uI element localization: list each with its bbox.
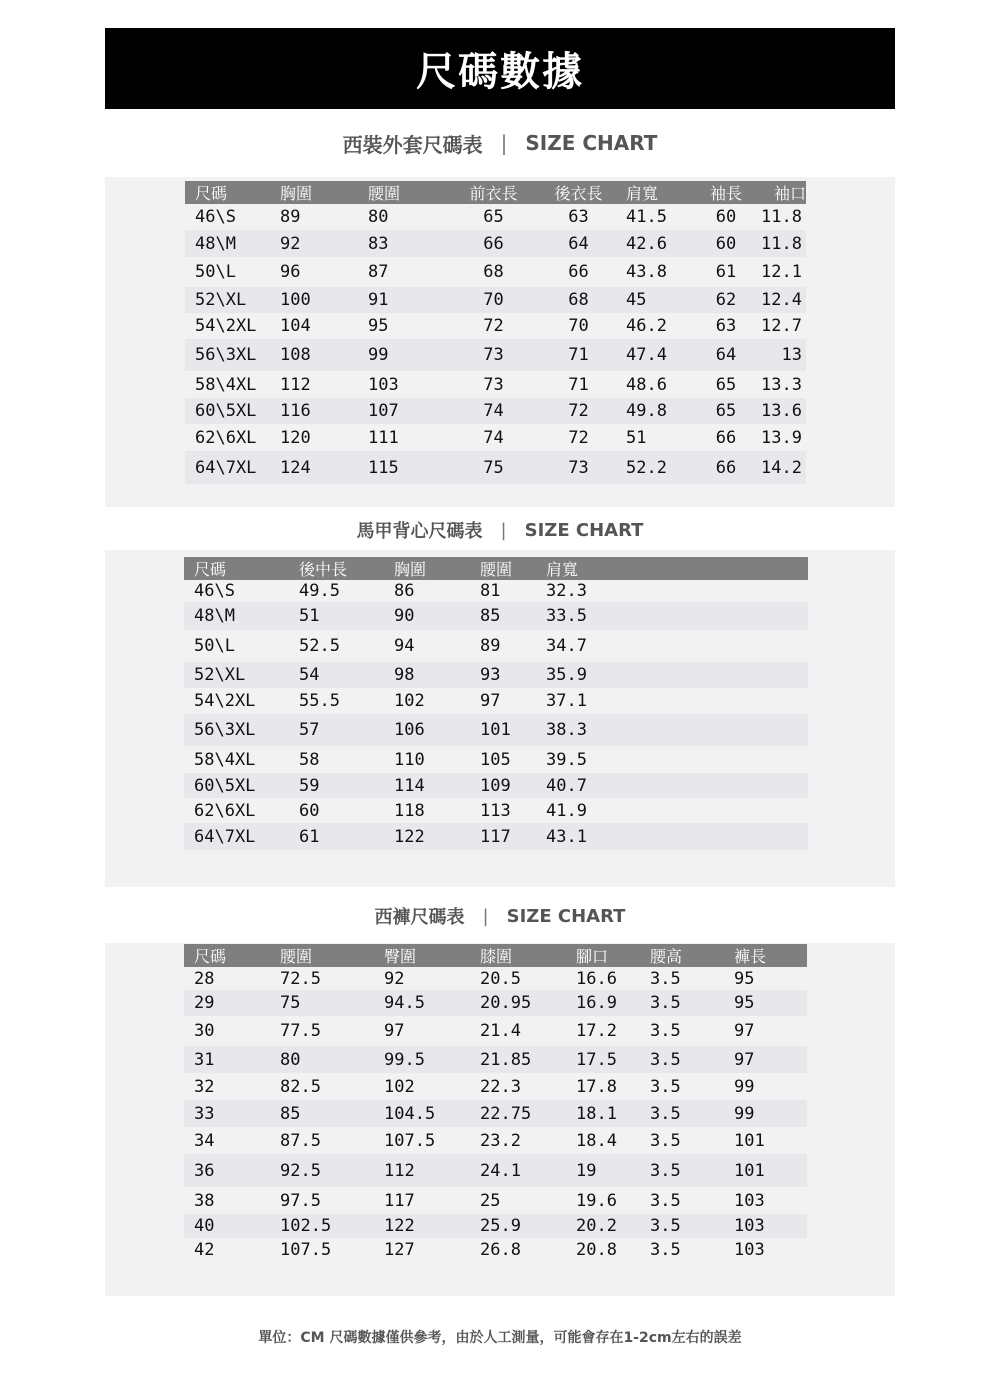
table-cell: 31 — [194, 1049, 215, 1070]
table-cell: 72.5 — [280, 968, 321, 989]
table-cell: 42.6 — [626, 233, 667, 254]
table-cell: 58\4XL — [195, 374, 257, 395]
table-cell: 32 — [194, 1076, 215, 1097]
table-cell: 46.2 — [626, 316, 667, 336]
table-cell: 103 — [734, 1216, 765, 1236]
table-cell: 47.4 — [626, 345, 667, 365]
table-cell — [616, 746, 808, 773]
table-cell: 117 — [480, 826, 511, 847]
table-cell: 117 — [384, 1190, 415, 1211]
table-cell: 3.5 — [650, 968, 681, 989]
table-row — [185, 313, 806, 339]
table-cell: 13.9 — [761, 427, 802, 448]
table-cell: 112 — [280, 374, 311, 395]
table-cell: 62 — [715, 290, 737, 310]
table-cell: 52.2 — [626, 457, 667, 478]
pants-separator: | — [482, 905, 489, 927]
table-cell: 12.1 — [761, 262, 802, 282]
table-cell: 18.4 — [576, 1130, 617, 1151]
table-cell: 16.6 — [576, 968, 617, 989]
table-cell: 3.5 — [650, 1049, 681, 1070]
table-cell — [616, 773, 808, 798]
table-cell: 43.1 — [546, 826, 587, 847]
table-row — [184, 1046, 807, 1073]
table-cell: 3.5 — [650, 1021, 681, 1041]
table-cell — [616, 580, 808, 602]
table-cell: 55.5 — [299, 691, 340, 711]
table-cell: 61 — [715, 262, 737, 282]
table-cell: 101 — [734, 1160, 765, 1181]
table-cell: 70 — [568, 316, 589, 336]
table-cell: 3.5 — [650, 1130, 681, 1151]
table-cell: 74 — [483, 401, 504, 421]
table-cell: 107 — [368, 401, 399, 421]
column-header: 袖長 — [691, 181, 751, 204]
table-cell: 13.3 — [761, 374, 802, 395]
table-cell: 52.5 — [299, 636, 340, 656]
table-cell: 38 — [194, 1190, 215, 1211]
table-cell: 46\S — [194, 581, 235, 601]
table-cell — [616, 602, 808, 630]
table-cell: 46\S — [195, 207, 236, 227]
table-cell: 51 — [626, 427, 647, 448]
column-header: 胸圍 — [384, 557, 470, 580]
table-cell: 59 — [299, 775, 320, 796]
table-cell: 45 — [626, 290, 647, 310]
vest-heading — [105, 516, 895, 544]
table-cell: 41.9 — [546, 800, 587, 821]
table-cell: 109 — [480, 775, 511, 796]
table-cell: 20.2 — [576, 1216, 617, 1236]
table-row — [185, 424, 806, 451]
table-cell: 95 — [734, 993, 755, 1013]
table-cell: 97 — [734, 1049, 755, 1070]
column-header: 後中長 — [289, 557, 384, 580]
table-cell: 71 — [568, 345, 589, 365]
table-cell: 118 — [394, 800, 425, 821]
table-cell: 104.5 — [384, 1103, 436, 1124]
table-cell: 65 — [715, 401, 737, 421]
table-cell: 71 — [568, 374, 589, 395]
table-cell: 29 — [194, 993, 215, 1013]
table-row — [184, 798, 808, 823]
table-row — [185, 451, 806, 484]
table-cell: 33 — [194, 1103, 215, 1124]
table-cell: 64 — [715, 345, 737, 365]
table-cell: 99 — [734, 1103, 755, 1124]
column-header: 腰高 — [640, 944, 724, 967]
page-banner — [105, 28, 895, 109]
column-header: 尺碼 — [184, 944, 270, 967]
table-cell: 40 — [194, 1216, 215, 1236]
table-cell: 97 — [384, 1021, 405, 1041]
column-header: 尺碼 — [184, 557, 289, 580]
table-cell: 56\3XL — [195, 345, 257, 365]
table-cell: 100 — [280, 290, 311, 310]
table-cell: 21.4 — [480, 1021, 521, 1041]
table-cell: 95 — [368, 316, 389, 336]
table-cell: 41.5 — [626, 207, 667, 227]
table-row — [184, 1073, 807, 1100]
table-cell: 34.7 — [546, 636, 587, 656]
vest-subtitle: SIZE CHART — [524, 519, 644, 541]
table-row — [184, 1100, 807, 1127]
table-cell: 22.75 — [480, 1103, 532, 1124]
table-cell: 3.5 — [650, 1240, 681, 1260]
table-cell: 32.3 — [546, 581, 587, 601]
table-cell: 48\M — [194, 606, 235, 626]
table-row — [185, 257, 806, 287]
table-cell: 115 — [368, 457, 399, 478]
table-cell: 52\XL — [195, 290, 247, 310]
table-cell: 20.5 — [480, 968, 521, 989]
table-cell: 38.3 — [546, 720, 587, 740]
table-cell: 95 — [734, 968, 755, 989]
table-cell: 114 — [394, 775, 425, 796]
table-cell: 58 — [299, 749, 320, 770]
table-row — [184, 823, 808, 850]
table-row — [184, 773, 808, 798]
table-cell: 54\2XL — [194, 691, 256, 711]
table-cell: 102 — [384, 1076, 415, 1097]
table-cell: 63 — [568, 207, 589, 227]
table-header-row — [185, 181, 806, 204]
table-row — [184, 662, 808, 688]
jacket-size-table — [185, 181, 806, 484]
pants-size-table — [184, 944, 807, 1262]
table-cell: 97.5 — [280, 1190, 321, 1211]
table-cell: 62\6XL — [195, 427, 257, 448]
table-cell: 25.9 — [480, 1216, 521, 1236]
jacket-subtitle: SIZE CHART — [525, 131, 658, 155]
table-cell: 25 — [480, 1190, 501, 1211]
table-cell: 50\L — [195, 262, 236, 282]
table-cell: 60 — [299, 800, 320, 821]
table-cell: 64\7XL — [194, 826, 256, 847]
table-cell: 96 — [280, 262, 301, 282]
table-cell: 21.85 — [480, 1049, 532, 1070]
table-cell: 104 — [280, 316, 311, 336]
table-cell: 113 — [480, 800, 511, 821]
table-cell: 120 — [280, 427, 311, 448]
table-cell: 127 — [384, 1240, 415, 1260]
table-cell: 54 — [299, 665, 320, 685]
table-cell: 99.5 — [384, 1049, 425, 1070]
table-cell: 49.5 — [299, 581, 340, 601]
table-cell: 42 — [194, 1240, 215, 1260]
table-cell: 22.3 — [480, 1076, 521, 1097]
table-cell: 77.5 — [280, 1021, 321, 1041]
table-cell: 48\M — [195, 233, 236, 254]
column-header: 前衣長 — [446, 181, 531, 204]
table-cell: 65 — [483, 207, 504, 227]
table-cell: 28 — [194, 968, 215, 989]
table-row — [184, 990, 807, 1016]
table-cell: 73 — [568, 457, 589, 478]
table-cell: 16.9 — [576, 993, 617, 1013]
table-cell: 60 — [715, 233, 737, 254]
table-cell: 72 — [568, 401, 589, 421]
table-cell: 35.9 — [546, 665, 587, 685]
table-row — [184, 714, 808, 746]
table-cell: 3.5 — [650, 993, 681, 1013]
column-header: 膝圍 — [470, 944, 566, 967]
table-cell: 85 — [480, 606, 501, 626]
table-cell: 3.5 — [650, 1160, 681, 1181]
table-cell: 64 — [568, 233, 589, 254]
table-cell: 54\2XL — [195, 316, 257, 336]
table-header-row — [184, 944, 807, 967]
table-cell: 80 — [368, 207, 389, 227]
table-cell: 89 — [280, 207, 301, 227]
vest-size-table — [184, 557, 808, 850]
column-header: 肩寬 — [616, 181, 691, 204]
table-cell: 75 — [483, 457, 504, 478]
table-cell: 102 — [394, 691, 425, 711]
table-row — [184, 1238, 807, 1262]
table-cell: 12.4 — [761, 290, 802, 310]
pants-subtitle: SIZE CHART — [506, 905, 626, 927]
table-cell: 60 — [715, 207, 737, 227]
column-header: 袖口 — [751, 181, 806, 204]
footer-note: 單位：CM 尺碼數據僅供參考，由於人工測量，可能會存在1-2cm左右的誤差 — [258, 1330, 742, 1346]
column-header: 胸圍 — [270, 181, 358, 204]
table-cell: 91 — [368, 290, 389, 310]
table-cell: 66 — [568, 262, 589, 282]
table-cell: 90 — [394, 606, 415, 626]
table-cell: 11.8 — [761, 207, 802, 227]
table-cell: 81 — [480, 581, 501, 601]
table-cell: 18.1 — [576, 1103, 617, 1124]
table-cell: 65 — [715, 374, 737, 395]
table-cell: 60\5XL — [195, 401, 257, 421]
table-cell: 66 — [715, 457, 737, 478]
table-cell: 64\7XL — [195, 457, 257, 478]
table-row — [184, 967, 807, 990]
table-cell: 34 — [194, 1130, 215, 1151]
jacket-title: 西裝外套尺碼表 — [342, 132, 483, 157]
pants-heading — [105, 902, 895, 930]
table-row — [184, 746, 808, 773]
table-cell: 89 — [480, 636, 501, 656]
table-cell: 52\XL — [194, 665, 246, 685]
column-header: 腳口 — [566, 944, 640, 967]
table-cell: 99 — [734, 1076, 755, 1097]
table-cell: 73 — [483, 345, 504, 365]
table-cell: 68 — [568, 290, 589, 310]
table-cell — [616, 662, 808, 688]
table-row — [184, 1154, 807, 1187]
table-cell: 14.2 — [761, 457, 802, 478]
pants-title: 西褲尺碼表 — [374, 907, 465, 928]
table-cell: 50\L — [194, 636, 235, 656]
table-cell: 73 — [483, 374, 504, 395]
table-row — [184, 1016, 807, 1046]
table-cell: 105 — [480, 749, 511, 770]
table-cell: 49.8 — [626, 401, 667, 421]
table-cell — [616, 823, 808, 850]
table-cell: 3.5 — [650, 1076, 681, 1097]
table-cell: 20.8 — [576, 1240, 617, 1260]
table-cell: 36 — [194, 1160, 215, 1181]
table-cell: 94 — [394, 636, 415, 656]
table-cell: 102.5 — [280, 1216, 332, 1236]
table-cell: 83 — [368, 233, 389, 254]
table-cell: 103 — [734, 1190, 765, 1211]
table-cell: 57 — [299, 720, 320, 740]
table-cell: 24.1 — [480, 1160, 521, 1181]
vest-title: 馬甲背心尺碼表 — [356, 521, 483, 542]
table-row — [184, 602, 808, 630]
table-cell: 106 — [394, 720, 425, 740]
table-cell: 30 — [194, 1021, 215, 1041]
table-cell — [616, 630, 808, 662]
table-cell: 107.5 — [384, 1130, 436, 1151]
table-cell: 62\6XL — [194, 800, 256, 821]
table-cell: 66 — [715, 427, 737, 448]
table-cell: 110 — [394, 749, 425, 770]
table-cell: 17.5 — [576, 1049, 617, 1070]
table-cell: 116 — [280, 401, 311, 421]
table-row — [185, 287, 806, 313]
banner-title: 尺碼數據 — [416, 49, 584, 95]
table-cell: 87.5 — [280, 1130, 321, 1151]
table-cell: 80 — [280, 1049, 301, 1070]
table-cell: 99 — [368, 345, 389, 365]
table-cell: 48.6 — [626, 374, 667, 395]
table-cell: 111 — [368, 427, 399, 448]
table-cell — [616, 798, 808, 823]
table-cell: 112 — [384, 1160, 415, 1181]
table-row — [184, 630, 808, 662]
table-cell: 12.7 — [761, 316, 802, 336]
table-cell: 11.8 — [761, 233, 802, 254]
table-cell: 72 — [568, 427, 589, 448]
table-cell: 101 — [480, 720, 511, 740]
table-cell: 82.5 — [280, 1076, 321, 1097]
table-cell: 97 — [480, 691, 501, 711]
table-cell — [616, 688, 808, 714]
table-cell: 103 — [734, 1240, 765, 1260]
table-row — [184, 1127, 807, 1154]
column-header: 肩寬 — [536, 557, 616, 580]
table-cell: 40.7 — [546, 775, 587, 796]
table-cell: 56\3XL — [194, 720, 256, 740]
table-cell: 108 — [280, 345, 311, 365]
table-cell: 13 — [781, 345, 802, 365]
column-header: 腰圍 — [470, 557, 536, 580]
table-row — [185, 339, 806, 371]
table-cell: 23.2 — [480, 1130, 521, 1151]
table-cell: 3.5 — [650, 1103, 681, 1124]
table-cell: 70 — [483, 290, 504, 310]
table-cell: 122 — [394, 826, 425, 847]
table-cell: 92 — [280, 233, 301, 254]
table-row — [185, 398, 806, 424]
table-cell: 122 — [384, 1216, 415, 1236]
table-row — [185, 371, 806, 398]
table-row — [185, 204, 806, 230]
jacket-separator: | — [500, 131, 508, 155]
vest-separator: | — [500, 519, 507, 541]
table-cell: 13.6 — [761, 401, 802, 421]
column-header: 後衣長 — [531, 181, 616, 204]
column-header: 腰圍 — [358, 181, 446, 204]
table-row — [184, 1187, 807, 1214]
table-cell: 72 — [483, 316, 504, 336]
table-cell: 60\5XL — [194, 775, 256, 796]
table-cell: 98 — [394, 665, 415, 685]
table-row — [184, 688, 808, 714]
table-cell: 74 — [483, 427, 504, 448]
table-cell: 92 — [384, 968, 405, 989]
table-row — [184, 1214, 807, 1238]
table-cell: 20.95 — [480, 993, 532, 1013]
column-header: 褲長 — [724, 944, 807, 967]
table-cell: 103 — [368, 374, 399, 395]
table-cell: 63 — [715, 316, 737, 336]
table-cell: 66 — [483, 233, 504, 254]
table-cell: 101 — [734, 1130, 765, 1151]
column-header: 腰圍 — [270, 944, 374, 967]
column-header: 臀圍 — [374, 944, 470, 967]
table-cell: 17.2 — [576, 1021, 617, 1041]
table-cell: 17.8 — [576, 1076, 617, 1097]
table-cell: 61 — [299, 826, 320, 847]
table-cell: 3.5 — [650, 1216, 681, 1236]
jacket-heading — [105, 128, 895, 158]
table-cell: 26.8 — [480, 1240, 521, 1260]
table-cell: 93 — [480, 665, 501, 685]
table-cell: 39.5 — [546, 749, 587, 770]
column-header — [616, 557, 808, 580]
table-cell: 37.1 — [546, 691, 587, 711]
table-row — [185, 230, 806, 257]
table-cell: 19 — [576, 1160, 597, 1181]
table-cell: 86 — [394, 581, 415, 601]
table-row — [184, 580, 808, 602]
table-cell: 19.6 — [576, 1190, 617, 1211]
table-cell: 75 — [280, 993, 301, 1013]
table-cell: 94.5 — [384, 993, 425, 1013]
table-cell: 92.5 — [280, 1160, 321, 1181]
table-cell: 33.5 — [546, 606, 587, 626]
table-cell: 51 — [299, 606, 320, 626]
table-cell: 124 — [280, 457, 311, 478]
table-cell: 3.5 — [650, 1190, 681, 1211]
table-cell: 58\4XL — [194, 749, 256, 770]
table-cell: 68 — [483, 262, 504, 282]
table-cell: 87 — [368, 262, 389, 282]
table-header-row — [184, 557, 808, 580]
table-cell: 97 — [734, 1021, 755, 1041]
table-cell: 107.5 — [280, 1240, 332, 1260]
column-header: 尺碼 — [185, 181, 270, 204]
table-cell: 85 — [280, 1103, 301, 1124]
table-cell: 43.8 — [626, 262, 667, 282]
table-cell — [616, 714, 808, 746]
